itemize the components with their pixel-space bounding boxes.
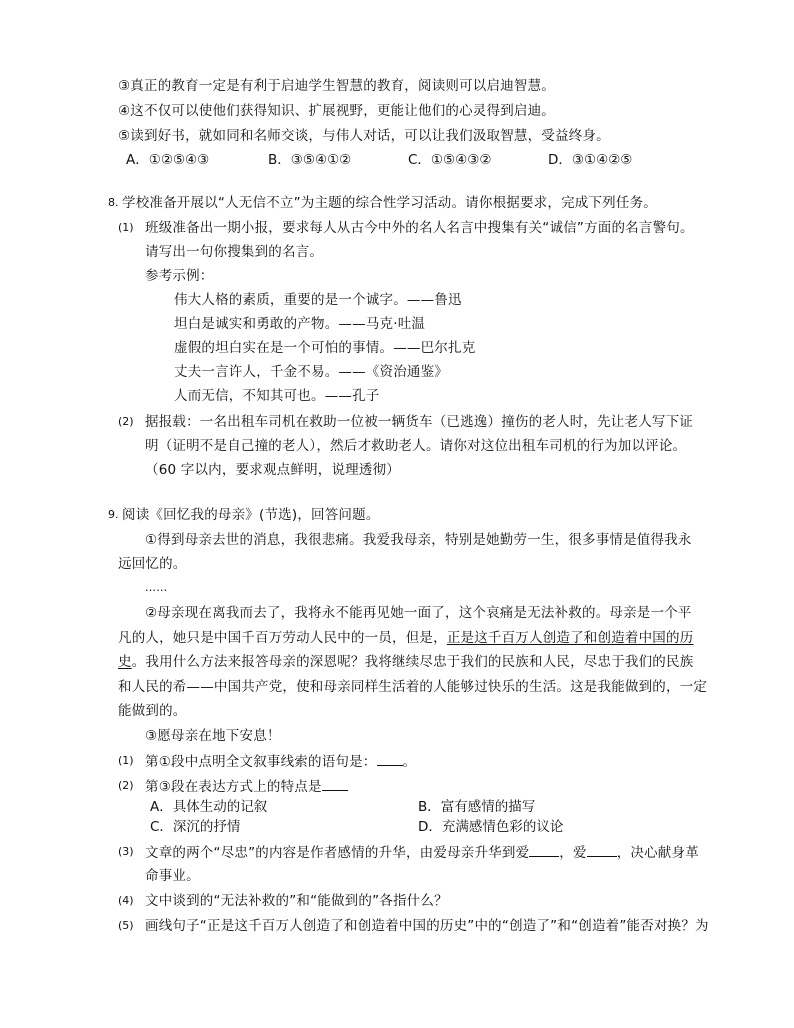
q8-number: 8. bbox=[108, 196, 119, 209]
q9-sub2-answer-blank[interactable] bbox=[322, 776, 348, 791]
q9-sub4-number: (4) bbox=[118, 894, 134, 907]
q9-paragraph-2-line1: ②母亲现在离我而去了，我将永不能再见她一面了，这个哀痛是无法补救的。母亲是一个平 bbox=[145, 605, 692, 621]
q9-sub2-option-d: D．充满感情色彩的议论 bbox=[418, 819, 564, 835]
q9-paragraph-1-line2: 远回忆的。 bbox=[118, 556, 187, 572]
q9-underlined-sentence-part1: 正是这千百万人创造了和创造着中国的历 bbox=[446, 630, 694, 646]
q9-sub3-answer-blank-1[interactable] bbox=[529, 842, 559, 857]
q9-sub1-text: 第①段中点明全文叙事线索的语句是： bbox=[145, 754, 377, 770]
q7-item-5: ⑤读到好书，就如同和名师交谈，与伟人对话，可以让我们汲取智慧，受益终身。 bbox=[118, 128, 610, 144]
q9-sub5-number: (5) bbox=[118, 919, 134, 932]
q9-sub2-option-a: A．具体生动的记叙 bbox=[150, 799, 268, 815]
q7-option-d: D．③①④②⑤ bbox=[548, 152, 633, 168]
q9-sub3-line2: 命事业。 bbox=[145, 868, 200, 884]
q8-stem: 学校准备开展以“人无信不立”为主题的综合性学习活动。请你根据要求，完成下列任务。 bbox=[122, 195, 657, 211]
q9-sub5: 画线句子“正是这千百万人创造了和创造着中国的历史”中的“创造了”和“创造着”能否对换？为 bbox=[145, 918, 709, 934]
q9-sub2-text: 第③段在表达方式上的特点是 bbox=[145, 779, 322, 795]
q9-sub3-line1 bbox=[145, 842, 699, 863]
q9-sub3-text-b: ，爱 bbox=[559, 845, 587, 861]
q8-sub2-number: (2) bbox=[118, 415, 134, 428]
q8-sub2-line1: 据报载：一名出租车司机在救助一位被一辆货车（已逃逸）撞伤的老人时，先让老人写下证 bbox=[145, 414, 693, 430]
q8-quote-5: 人而无信，不知其可也。——孔子 bbox=[174, 388, 380, 404]
q9-paragraph-2-line3 bbox=[118, 652, 693, 672]
q8-reference-label: 参考示例： bbox=[145, 268, 214, 284]
q9-stem: 阅读《回忆我的母亲》(节选)，回答问题。 bbox=[122, 507, 380, 523]
q9-sub3-text-a: 文章的两个“尽忠”的内容是作者感情的升华，由爱母亲升华到爱 bbox=[145, 845, 530, 861]
q9-sub3-number: (3) bbox=[118, 845, 134, 858]
q9-sub1 bbox=[145, 751, 416, 772]
q9-sub2-number: (2) bbox=[118, 779, 134, 792]
q9-paragraph-2-line5: 能做到的。 bbox=[118, 703, 187, 719]
q8-sub2-line2: 明（证明不是自己撞的老人），然后才救助老人。请你对这位出租车司机的行为加以评论。 bbox=[145, 438, 687, 454]
q8-sub1-line1: 班级准备出一期小报，要求每人从古今中外的名人名言中搜集有关“诚信”方面的名言警句。 bbox=[145, 220, 694, 236]
q9-paragraph-2-line3-text: 。我用什么方法来报答母亲的深恩呢？我将继续尽忠于我们的民族和人民，尽忠于我们的民族 bbox=[131, 654, 694, 670]
q9-sub4: 文中谈到的“无法补救的”和“能做到的”各指什么？ bbox=[145, 893, 448, 909]
q9-sub2 bbox=[145, 776, 348, 797]
q9-underlined-sentence-part2: 史 bbox=[118, 654, 132, 670]
q7-option-c: C．①⑤④③② bbox=[408, 152, 492, 168]
q7-option-b: B．③⑤④①② bbox=[268, 152, 352, 168]
q9-sub2-option-c: C．深沉的抒情 bbox=[150, 819, 241, 835]
q7-item-3: ③真正的教育一定是有利于启迪学生智慧的教育，阅读则可以启迪智慧。 bbox=[118, 78, 556, 94]
q9-sub1-number: (1) bbox=[118, 754, 134, 767]
q9-paragraph-1-line1: ①得到母亲去世的消息，我很悲痛。我爱我母亲，特别是她勤劳一生，很多事情是值得我永 bbox=[145, 532, 692, 548]
q8-sub2-line3: （60 字以内，要求观点鲜明，说理透彻） bbox=[145, 462, 400, 478]
q8-quote-4: 丈夫一言许人，千金不易。——《资治通鉴》 bbox=[174, 364, 448, 380]
q9-sub1-answer-blank[interactable] bbox=[377, 751, 403, 766]
q9-number: 9. bbox=[108, 508, 119, 521]
q9-paragraph-2-line4: 和人民的希——中国共产党，使和母亲同样生活着的人能够过快乐的生活。这是我能做到的，一定 bbox=[118, 679, 708, 695]
q9-ellipsis: …… bbox=[145, 581, 168, 594]
q9-paragraph-2-line2 bbox=[118, 628, 693, 648]
q9-paragraph-3: ③愿母亲在地下安息！ bbox=[145, 728, 281, 744]
q7-item-4: ④这不仅可以使他们获得知识、扩展视野，更能让他们的心灵得到启迪。 bbox=[118, 103, 556, 119]
q8-sub1-number: (1) bbox=[118, 221, 134, 234]
q7-option-a: A．①②⑤④③ bbox=[126, 152, 210, 168]
q9-paragraph-2-line2-text: 凡的人，她只是中国千百万劳动人民中的一员，但是， bbox=[118, 630, 447, 646]
q9-sub3-text-c: ，决心献身革 bbox=[616, 845, 699, 861]
q8-quote-1: 伟大人格的素质，重要的是一个诚字。——鲁迅 bbox=[174, 292, 462, 308]
q9-sub3-answer-blank-2[interactable] bbox=[587, 842, 617, 857]
q8-quote-3: 虚假的坦白实在是一个可怕的事情。——巴尔扎克 bbox=[174, 340, 476, 356]
q8-quote-2: 坦白是诚实和勇敢的产物。——马克·吐温 bbox=[174, 316, 426, 332]
q8-sub1-line2: 请写出一句你搜集到的名言。 bbox=[145, 244, 324, 260]
q9-sub1-period: 。 bbox=[402, 754, 417, 770]
q9-sub2-option-b: B．富有感情的描写 bbox=[418, 799, 536, 815]
